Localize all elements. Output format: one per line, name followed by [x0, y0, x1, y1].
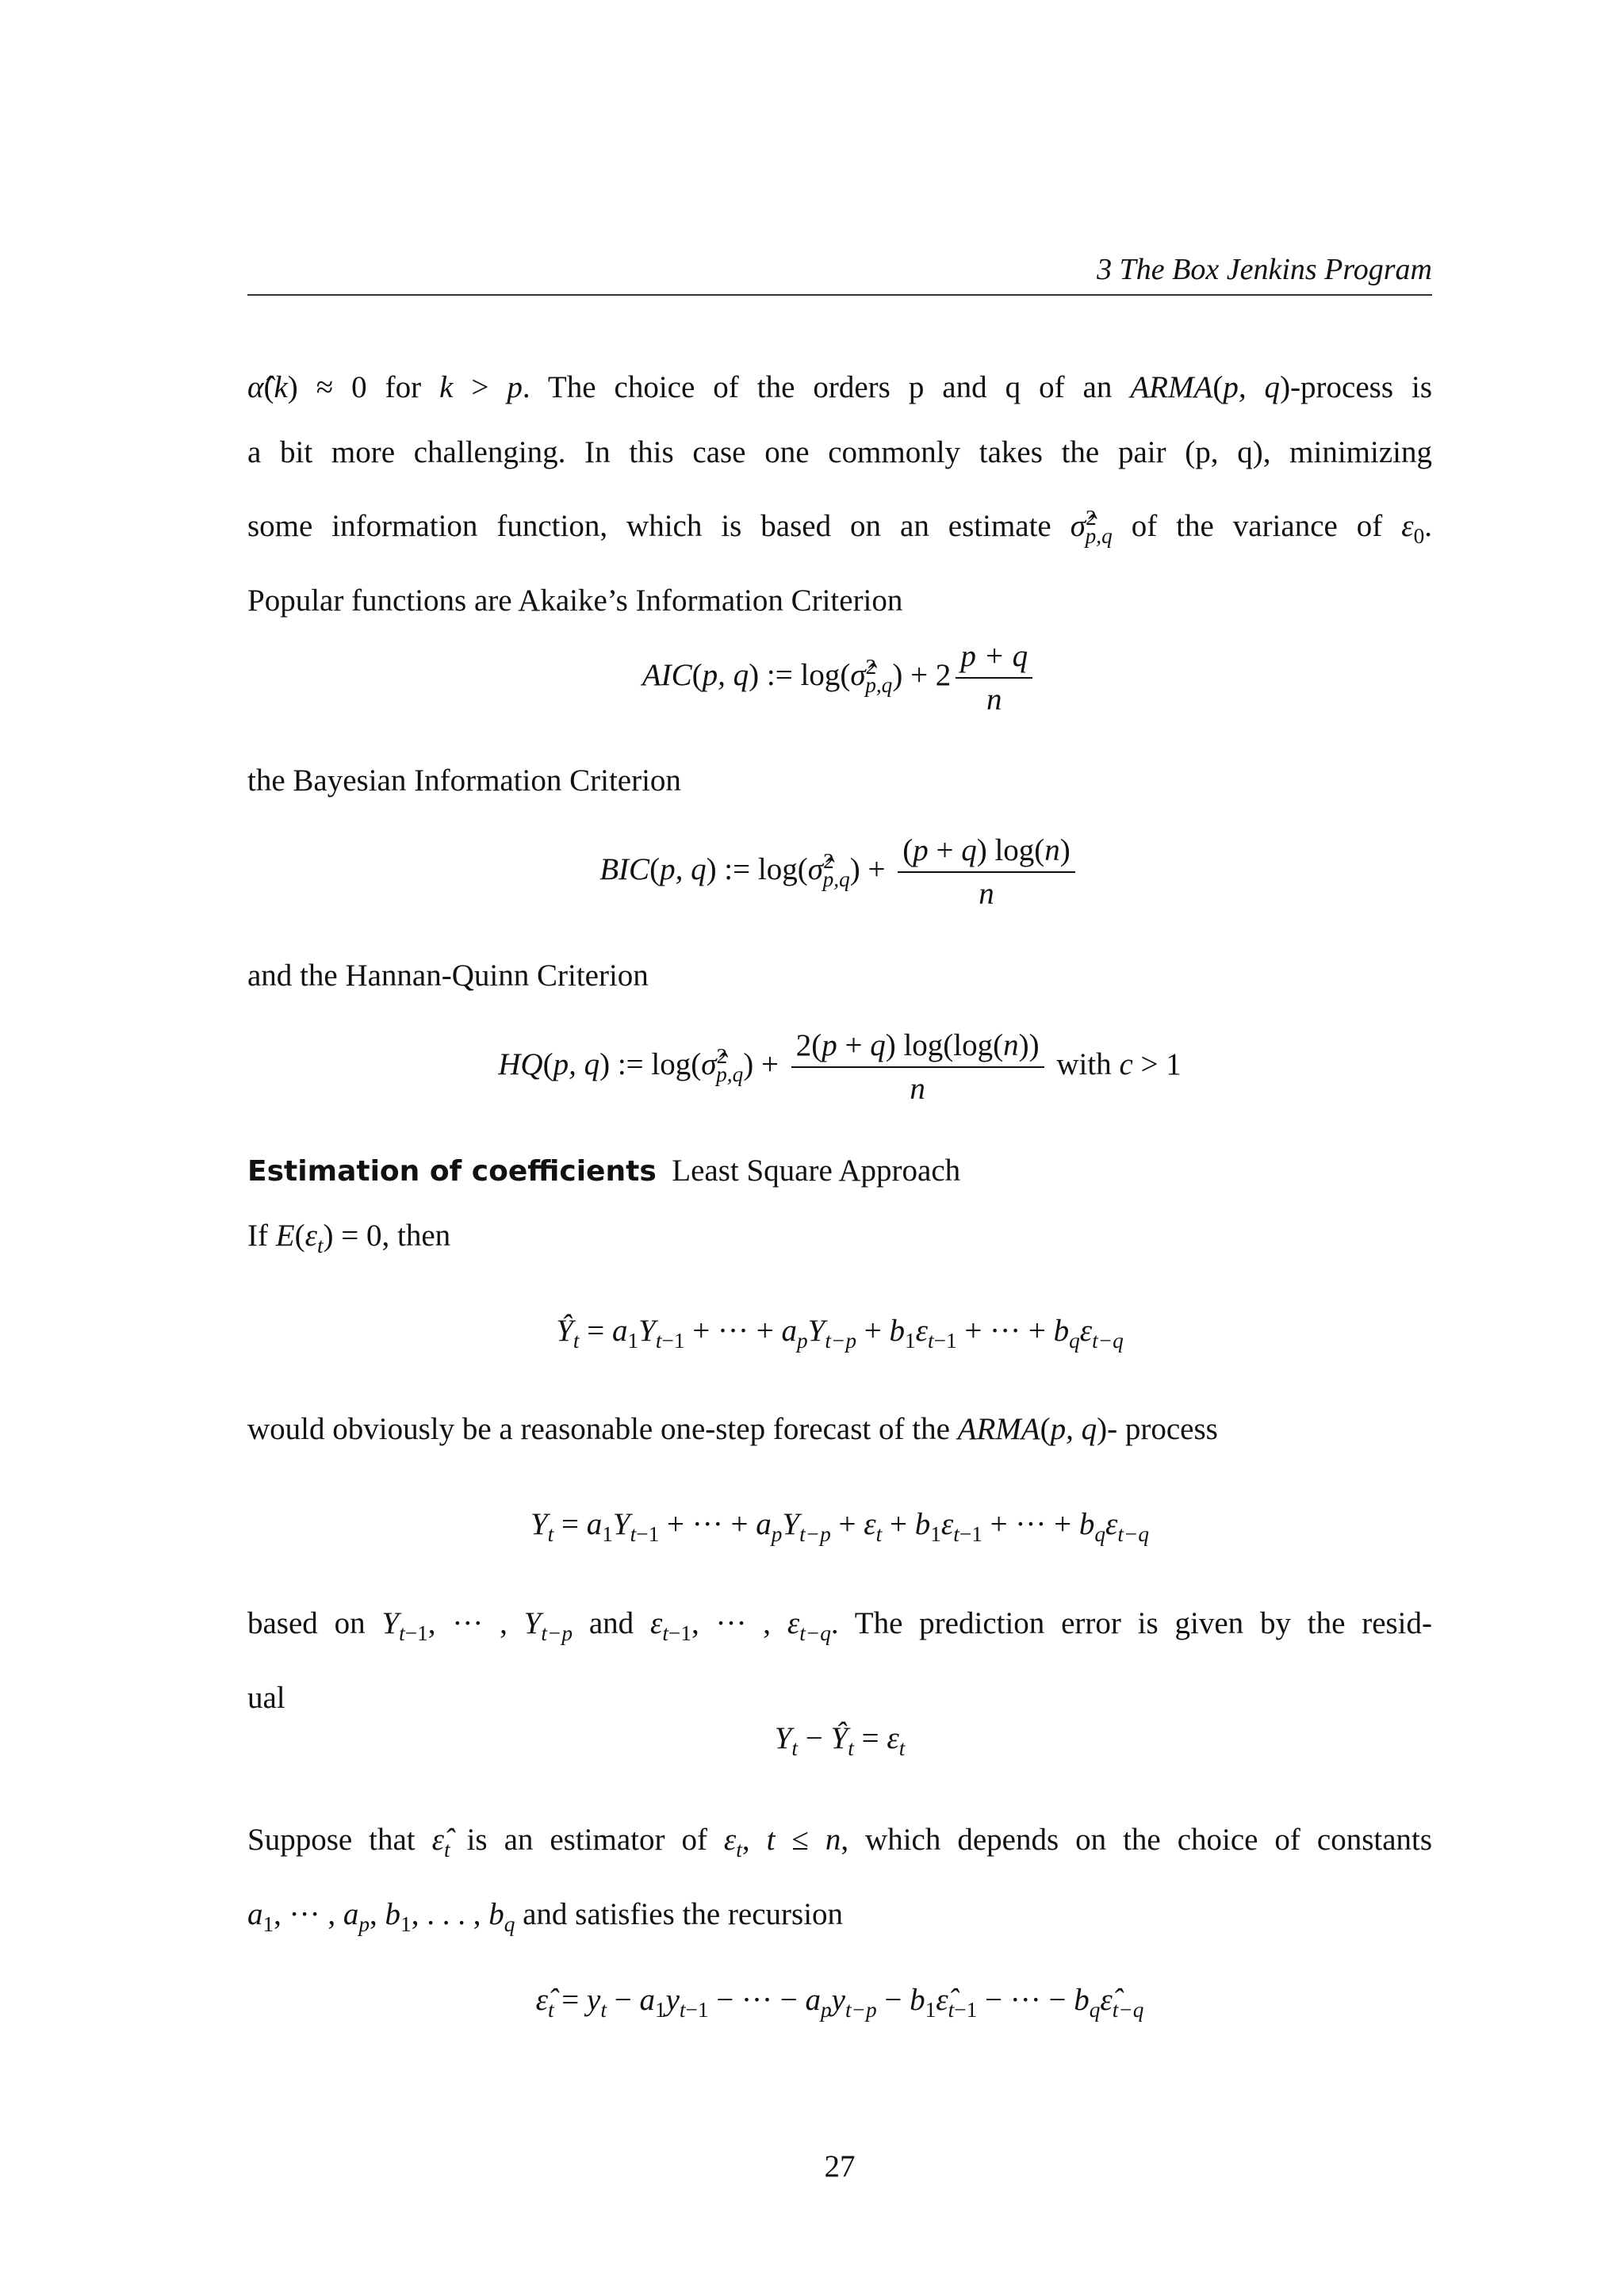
page-number: 27	[824, 2149, 856, 2183]
recursion-equation: $\varepsilon̂_t = y_t - a_1y_{t-1}$ − ··· − $a_py_{t-p}$ − $b_1\varepsilon̂_{t-1}$ − ··· − $b_q\varepsilon̂_{t-q}$	[535, 1983, 1144, 2022]
residual-equation: $Y_t$ − $Ŷ_t = \varepsilon_t$	[774, 1721, 906, 1760]
arma-equation: $Y_t = a_1Y_{t-1}$ + ··· + $a_pY_{t-p} + \varepsilon_t + b_1\varepsilon_{t-1}$ + ··· + $b_q\varepsilon_{t-q}$	[530, 1507, 1150, 1546]
based-on-paragraph: based on $Y_{t-1}$, ··· , $Y_{t-p}$ and $\varepsilon_{t-1}$, ··· , $\varepsilon_{t-q}$. The prediction error is given by the resid- ual	[247, 1606, 1433, 1715]
aic-equation: AIC(p, q) := log(σ̂$^2_{p,q}$) + 2 $\frac{p + q}{n}$	[247, 638, 1432, 718]
suppose-paragraph: Suppose that $\varepsilon̂_t$ is an estimator of $\varepsilon_t$, t ≤ n, which depends on the choice of constants $a_1$, ··· , $a_p$, $b_1$, . . . , $b_q$ and satisfies the recursion	[247, 1823, 1433, 1936]
running-header: 3 The Box Jenkins Program	[1097, 253, 1432, 286]
forecast-equation: $Ŷ_t = a_1Y_{t-1}$ + ··· + $a_pY_{t-p} + b_1\varepsilon_{t-1}$ + ··· + $b_q\varepsilon_{t-q}$	[556, 1314, 1124, 1353]
bic-intro: the Bayesian Information Criterion	[247, 763, 681, 798]
estimation-subheading: Least Square Approach	[672, 1154, 961, 1188]
intro-line-4: Popular functions are Akaike’s Information Criterion	[247, 583, 903, 618]
forecast-text: would obviously be a reasonable one-step forecast of the ARMA(p, q)- process	[247, 1412, 1218, 1446]
intro-paragraph	[247, 355, 1432, 633]
intro-line-3: some information function, which is based on an estimate σ̂$^2_{p,q}$ of the variance of $\varepsilon_0$.	[247, 506, 1433, 548]
if-line: If $E(\varepsilon_t) = 0$, then	[247, 1219, 451, 1257]
estimation-heading-line	[247, 1138, 1432, 1204]
header-rule	[247, 294, 1432, 296]
bic-equation: BIC(p, q) := log(σ̂$^2_{p,q}$) + $\frac{(p + q) \log(n)}{n}$	[247, 832, 1432, 912]
intro-line-2: a bit more challenging. In this case one commonly takes the pair (p, q), minimizing	[247, 435, 1432, 469]
intro-line-1: α̂(k) ≈ 0 for k > p. The choice of the orders p and q of an ARMA(p, q)-process is	[247, 370, 1433, 404]
hq-intro: and the Hannan-Quinn Criterion	[247, 959, 649, 993]
hq-equation: HQ(p, q) := log(σ̂$^2_{p,q}$) + $\frac{2(p + q) \log(\log(n))}{n}$ with c > 1	[498, 1028, 1182, 1106]
estimation-heading: Estimation of coefficients	[247, 1155, 657, 1188]
